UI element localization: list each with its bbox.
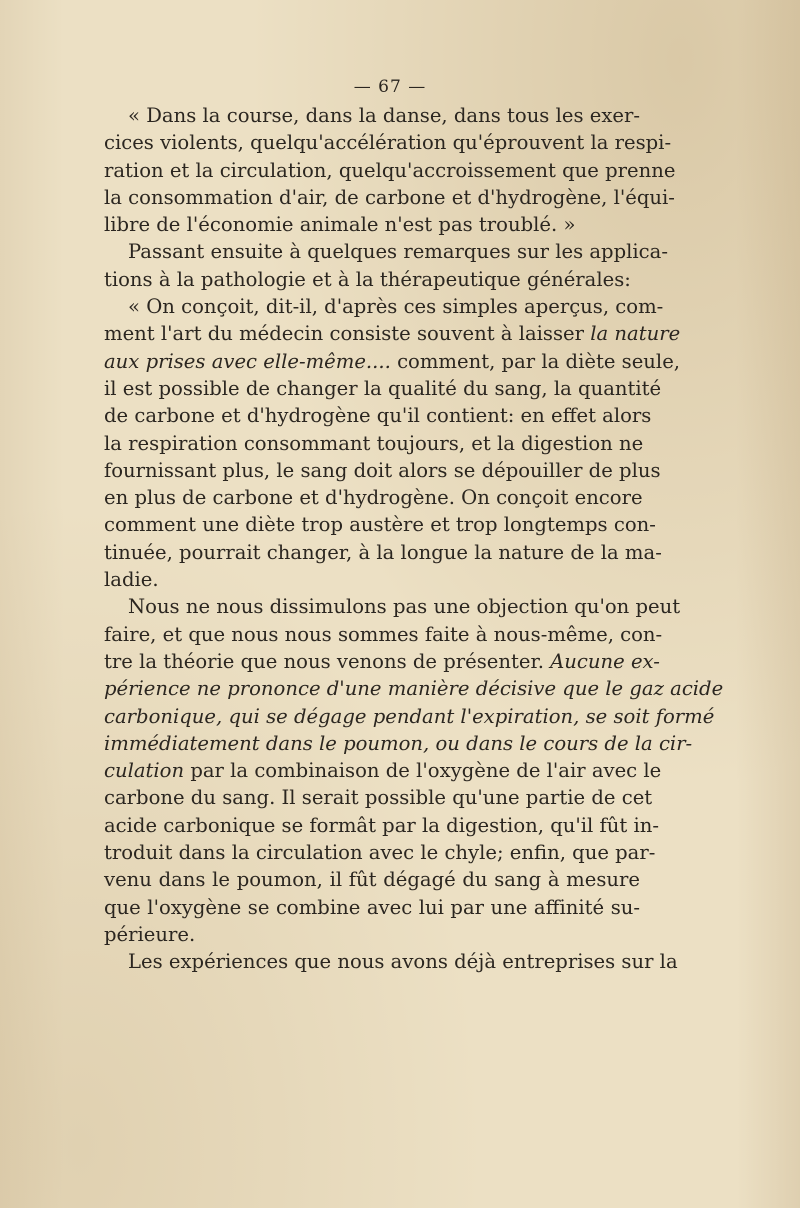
text-line: [104, 839, 656, 866]
italic-text: culation: [104, 759, 185, 783]
text-line: [104, 648, 660, 675]
text-line: [104, 375, 662, 402]
roman-text: Les expériences que nous avons déjà entreprises sur la: [128, 950, 678, 974]
text-line: [104, 293, 664, 320]
text-line: [104, 675, 724, 702]
text-line: [104, 757, 662, 784]
roman-text: que l'oxygène se combine avec lui par une affinité su-: [104, 895, 640, 919]
body-text: [104, 102, 724, 976]
page-number: — 67 —: [353, 77, 427, 97]
roman-text: Passant ensuite à quelques remarques sur les applica-: [128, 240, 668, 264]
text-line: [104, 238, 668, 265]
roman-text: la consommation d'air, de carbone et d'hydrogène, l'équi-: [104, 185, 675, 209]
roman-text: tinuée, pourrait changer, à la longue la nature de la ma-: [104, 540, 662, 564]
roman-text: comment une diète trop austère et trop longtemps con-: [104, 513, 656, 537]
text-line: [104, 812, 659, 839]
roman-text: il est possible de changer la qualité du sang, la quantité: [104, 376, 662, 400]
italic-text: périence ne prononce d'une manière décisive que le gaz acide: [104, 677, 724, 701]
text-line: [104, 348, 681, 375]
roman-text: de carbone et d'hydrogène qu'il contient: en effet alors: [104, 404, 652, 428]
text-line: [104, 266, 640, 293]
roman-text: venu dans le poumon, il fût dégagé du sang à mesure: [104, 868, 640, 892]
text-line: [104, 539, 662, 566]
roman-text: tions à la pathologie et à la thérapeutique générales:: [104, 267, 631, 291]
roman-text: libre de l'économie animale n'est pas troublé. »: [104, 213, 576, 237]
roman-text: Nous ne nous dissimulons pas une objection qu'on peut: [128, 595, 681, 619]
text-line: [104, 129, 672, 156]
text-line: [104, 157, 676, 184]
roman-text: ladie.: [104, 568, 159, 592]
italic-text: carbonique, qui se dégage pendant l'expiration, se soit formé: [104, 704, 715, 728]
text-line: [104, 457, 661, 484]
text-line: [104, 593, 681, 620]
book-page: [104, 72, 724, 976]
roman-text: acide carbonique se formât par la digestion, qu'il fût in-: [104, 813, 659, 837]
text-line: [104, 102, 640, 129]
roman-text: troduit dans la circulation avec le chyle; enfin, que par-: [104, 841, 656, 865]
text-line: [104, 730, 693, 757]
roman-text: par la combinaison de l'oxygène de l'air avec le: [184, 759, 662, 783]
roman-text: cices violents, quelqu'accélération qu'éprouvent la respi-: [104, 131, 672, 155]
text-line: [104, 184, 675, 211]
roman-text: en plus de carbone et d'hydrogène. On conçoit encore: [104, 486, 643, 510]
italic-text: aux prises avec elle-même....: [104, 349, 391, 373]
italic-text: immédiatement dans le poumon, ou dans le cours de la cir-: [104, 731, 693, 755]
text-line: [104, 402, 652, 429]
text-line: [104, 703, 715, 730]
text-line: [104, 430, 644, 457]
roman-text: « On conçoit, dit-il, d'après ces simples aperçus, com-: [128, 295, 664, 319]
text-line: [104, 621, 663, 648]
text-line: [104, 566, 640, 593]
text-line: [104, 511, 656, 538]
text-line: [104, 211, 640, 238]
roman-text: ration et la circulation, quelqu'accroissement que prenne: [104, 158, 676, 182]
roman-text: la respiration consommant toujours, et la digestion ne: [104, 431, 644, 455]
roman-text: faire, et que nous nous sommes faite à nous-même, con-: [104, 622, 663, 646]
roman-text: carbone du sang. Il serait possible qu'une partie de cet: [104, 786, 653, 810]
roman-text: comment, par la diète seule,: [390, 349, 681, 373]
italic-text: la nature: [590, 322, 681, 346]
text-line: [104, 484, 643, 511]
text-line: [104, 894, 640, 921]
text-line: [104, 921, 640, 948]
roman-text: périeure.: [104, 922, 196, 946]
roman-text: tre la théorie que nous venons de présenter.: [104, 649, 551, 673]
roman-text: ment l'art du médecin consiste souvent à laisser: [104, 322, 591, 346]
text-line: [104, 784, 653, 811]
italic-text: Aucune ex-: [550, 649, 660, 673]
text-line: [104, 320, 681, 347]
roman-text: fournissant plus, le sang doit alors se dépouiller de plus: [104, 458, 661, 482]
text-line: [104, 948, 678, 975]
text-line: [104, 866, 640, 893]
roman-text: « Dans la course, dans la danse, dans tous les exer-: [128, 104, 640, 127]
